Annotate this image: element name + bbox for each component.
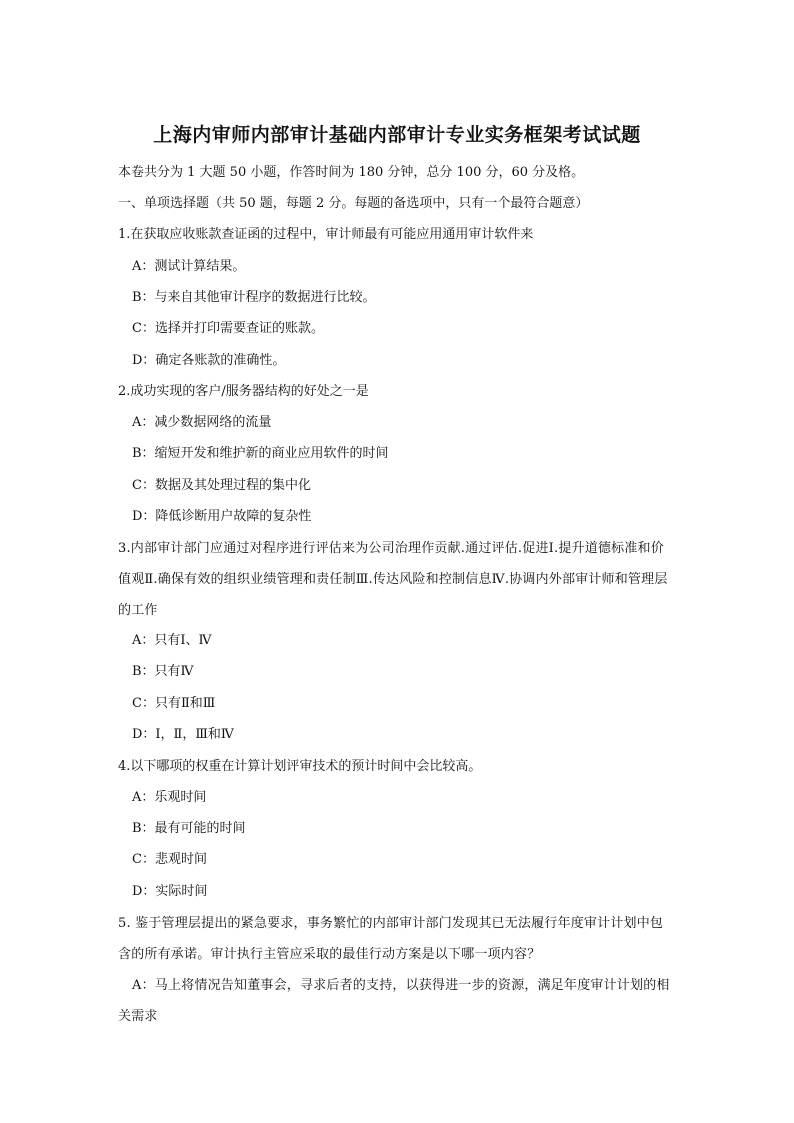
question-1-option-b: B：与来自其他审计程序的数据进行比较。 [132, 290, 376, 305]
page-title: 上海内审师内部审计基础内部审计专业实务框架考试试题 [153, 124, 641, 146]
question-2-option-c: C：数据及其处理过程的集中化 [132, 478, 311, 493]
question-4-option-a: A：乐观时间 [132, 790, 207, 805]
question-5-option-a: A：马上将情况告知董事会，寻求后者的支持，以获得进一步的资源，满足年度审计计划的相关需求 [118, 978, 670, 1024]
question-4-option-b: B：最有可能的时间 [132, 821, 246, 836]
question-1-stem: 1.在获取应收账款查证函的过程中，审计师最有可能应用通用审计软件来 [118, 227, 534, 242]
exam-intro: 本卷共分为 1 大题 50 小题，作答时间为 180 分钟，总分 100 分，60 分及格。 [118, 165, 585, 180]
question-4-stem: 4.以下哪项的权重在计算计划评审技术的预计时间中会比较高。 [118, 759, 482, 774]
question-2-option-b: B：缩短开发和维护新的商业应用软件的时间 [132, 446, 389, 461]
question-3-option-b: B：只有Ⅳ [132, 664, 194, 679]
question-1-option-c: C：选择并打印需要查证的账款。 [132, 321, 324, 336]
question-3-option-a: A：只有Ⅰ、Ⅳ [132, 633, 212, 648]
question-2-option-a: A：减少数据网络的流量 [132, 415, 272, 430]
question-4-option-c: C：悲观时间 [132, 852, 207, 867]
question-3-option-d: D：Ⅰ，Ⅱ，Ⅲ和Ⅳ [132, 727, 234, 742]
question-4-option-d: D：实际时间 [132, 884, 208, 899]
section-heading: 一、单项选择题（共 50 题，每题 2 分。每题的备选项中，只有一个最符合题意） [118, 196, 589, 211]
question-2-option-d: D：降低诊断用户故障的复杂性 [132, 509, 312, 524]
question-1-option-d: D：确定各账款的准确性。 [132, 353, 286, 368]
question-1-option-a: A：测试计算结果。 [132, 259, 246, 274]
question-5-stem: 5. 鉴于管理层提出的紧急要求，事务繁忙的内部审计部门发现其已无法履行年度审计计划中包含的所有承诺。审计执行主管应采取的最佳行动方案是以下哪一项内容？ [118, 916, 664, 962]
question-2-stem: 2.成功实现的客户/服务器结构的好处之一是 [118, 384, 369, 399]
question-3-option-c: C：只有Ⅱ和Ⅲ [132, 696, 216, 711]
question-3-stem: 3.内部审计部门应通过对程序进行评估来为公司治理作贡献.通过评估.促进Ⅰ.提升道德标准和价值观Ⅱ.确保有效的组织业绩管理和责任制Ⅲ.传达风险和控制信息Ⅳ.协调内外部审计师和管理层的工作 [118, 541, 668, 618]
